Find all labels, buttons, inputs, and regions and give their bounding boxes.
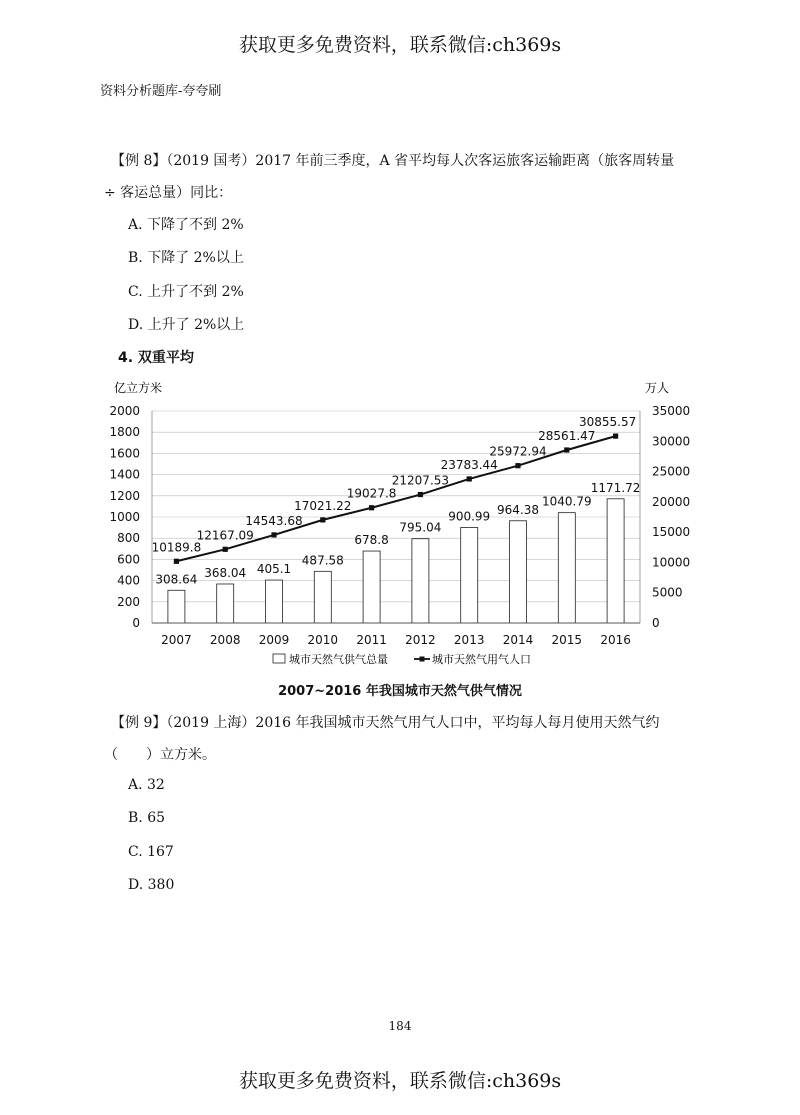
line-value-label: 28561.47 <box>538 428 596 443</box>
bar-value-label: 368.04 <box>204 565 247 580</box>
bar-2016 <box>607 499 624 623</box>
bar-value-label: 678.8 <box>354 533 389 548</box>
left-tick-label: 800 <box>117 531 140 546</box>
legend <box>273 652 531 666</box>
page-header: 资料分析题库-夸夸刷 <box>100 84 222 99</box>
chart <box>0 375 800 675</box>
bar-value-label: 795.04 <box>399 520 442 535</box>
left-tick-label: 400 <box>117 573 140 588</box>
left-tick-label: 1800 <box>109 425 140 440</box>
line-value-label: 19027.8 <box>346 486 397 501</box>
line-point-2009 <box>271 532 276 537</box>
x-tick-label: 2011 <box>356 633 387 647</box>
x-tick-label: 2007 <box>161 633 192 647</box>
line-value-label: 14543.68 <box>245 513 303 528</box>
right-tick-label: 5000 <box>652 585 683 600</box>
bar-2009 <box>266 580 283 623</box>
line-value-label: 12167.09 <box>196 528 254 543</box>
line-point-2015 <box>564 447 569 452</box>
example9-option-b: B. 65 <box>128 810 166 826</box>
line-value-label: 10189.8 <box>151 540 202 555</box>
bar-value-label: 1040.79 <box>541 494 592 509</box>
right-tick-label: 10000 <box>652 555 691 570</box>
left-tick-label: 200 <box>117 594 140 609</box>
left-tick-label: 600 <box>117 552 140 567</box>
line-value-label: 25972.94 <box>489 444 547 459</box>
right-tick-label: 35000 <box>652 404 691 418</box>
x-tick-label: 2015 <box>551 633 583 647</box>
example8-option-d: D. 上升了 2%以上 <box>128 317 245 333</box>
example8-option-b: B. 下降了 2%以上 <box>128 250 244 266</box>
legend-bar-swatch <box>273 654 285 663</box>
line-point-2010 <box>320 517 325 522</box>
legend-line-marker <box>420 657 425 662</box>
example9-option-a: A. 32 <box>128 777 165 793</box>
x-tick-label: 2008 <box>209 633 241 647</box>
example8-option-a: A. 下降了不到 2% <box>128 217 244 233</box>
bar-2010 <box>314 571 331 623</box>
watermark-top: 获取更多免费资料，联系微信:ch369s <box>238 34 562 56</box>
bar-2013 <box>461 527 478 623</box>
right-tick-label: 0 <box>652 616 660 630</box>
watermark-bottom: 获取更多免费资料，联系微信:ch369s <box>238 1070 562 1092</box>
line-point-2007 <box>174 559 179 564</box>
x-tick-label: 2012 <box>405 633 436 647</box>
bar-2015 <box>558 513 575 623</box>
page-number: 184 <box>388 1019 412 1033</box>
right-axis-unit: 万人 <box>645 381 670 395</box>
example9-text-line2: （ ）立方米。 <box>104 747 216 763</box>
example9-option-d: D. 380 <box>128 877 175 893</box>
left-axis-unit: 亿立方米 <box>114 381 163 395</box>
example8-option-c: C. 上升了不到 2% <box>128 284 244 300</box>
bar-2011 <box>363 551 380 623</box>
example9-text-line1: 【例 9】（2019 上海）2016 年我国城市天然气用气人口中，平均每人每月使用天然气约 <box>111 715 660 731</box>
left-tick-label: 1200 <box>109 488 140 503</box>
bar-value-label: 487.58 <box>301 553 344 568</box>
x-tick-label: 2016 <box>600 633 631 647</box>
line-value-label: 23783.44 <box>440 457 498 472</box>
line-point-2016 <box>613 434 618 439</box>
legend-line-label: 城市天然气用气人口 <box>432 653 531 666</box>
right-tick-label: 15000 <box>652 525 691 540</box>
bar-value-label: 1171.72 <box>590 480 641 495</box>
right-tick-label: 20000 <box>652 494 691 509</box>
left-tick-label: 1600 <box>109 446 140 461</box>
line-value-label: 21207.53 <box>391 473 450 488</box>
left-tick-label: 1000 <box>109 510 140 524</box>
x-tick-label: 2009 <box>258 633 290 647</box>
line-value-label: 30855.57 <box>578 415 637 430</box>
x-tick-label: 2013 <box>453 633 485 647</box>
section-title: 4. 双重平均 <box>118 350 194 366</box>
x-tick-label: 2010 <box>307 633 339 647</box>
bar-value-label: 964.38 <box>497 502 539 517</box>
bar-2012 <box>412 539 429 623</box>
bar-2007 <box>168 590 185 623</box>
bar-value-label: 308.64 <box>155 572 198 587</box>
example8-text-line2: ÷ 客运总量）同比： <box>104 185 233 201</box>
example8-text-line1: 【例 8】（2019 国考）2017 年前三季度，A 省平均每人次客运旅客运输距离（旅客周转量 <box>111 153 675 169</box>
line-point-2012 <box>418 492 423 497</box>
line-point-2011 <box>369 505 374 510</box>
line-value-label: 17021.22 <box>294 498 352 513</box>
line-point-2014 <box>515 463 520 468</box>
left-tick-label: 2000 <box>109 404 140 418</box>
line-point-2008 <box>223 547 228 552</box>
legend-bar-label: 城市天然气供气总量 <box>289 653 388 666</box>
left-tick-label: 1400 <box>109 467 140 482</box>
bar-2014 <box>510 521 527 623</box>
bar-value-label: 405.1 <box>256 562 292 577</box>
bar-2008 <box>217 584 234 623</box>
bar-value-label: 900.99 <box>448 509 491 524</box>
right-tick-label: 30000 <box>652 434 691 449</box>
example9-option-c: C. 167 <box>128 844 174 860</box>
line-point-2013 <box>467 476 472 481</box>
left-tick-label: 0 <box>132 616 140 630</box>
chart-title: 2007~2016 年我国城市天然气供气情况 <box>278 684 522 699</box>
x-tick-label: 2014 <box>502 633 534 647</box>
right-tick-label: 25000 <box>652 464 691 479</box>
